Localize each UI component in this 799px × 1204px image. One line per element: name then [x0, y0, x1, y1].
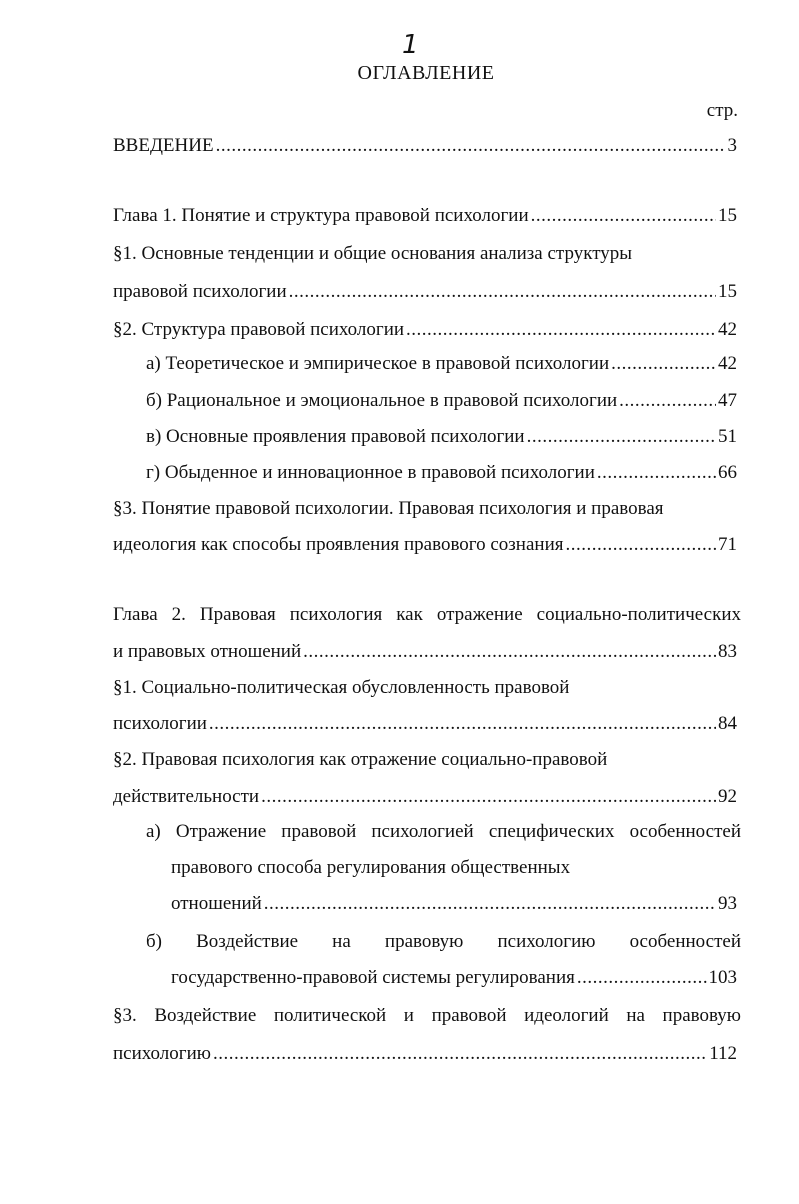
leader-dots — [216, 134, 726, 158]
toc-entry-ch2-s2-b[interactable] — [171, 966, 737, 990]
toc-entry-intro[interactable] — [113, 134, 737, 158]
toc-entry-title: государственно-правовой системы регулирования — [171, 967, 575, 988]
toc-entry-ch2-s1[interactable] — [113, 712, 737, 736]
toc-entry-title: правовой психологии — [113, 281, 287, 302]
toc-entry-ch2-s2-b-line1[interactable]: б) Воздействие на правовую психологию особенностей — [146, 931, 741, 952]
toc-entry-ch2-s3-line1[interactable]: §3. Воздействие политической и правовой идеологий на правовую — [113, 1005, 741, 1026]
toc-entry-ch2-s2-a-line1[interactable]: а) Отражение правовой психологией специфических особенностей — [146, 821, 741, 842]
leader-dots — [597, 461, 716, 485]
leader-dots — [209, 712, 716, 736]
leader-dots — [406, 318, 716, 342]
toc-entry-ch2-s2-line1[interactable]: §2. Правовая психология как отражение социально-правовой — [113, 749, 608, 770]
toc-entry-page: 83 — [718, 641, 737, 662]
toc-entry-page: 66 — [718, 462, 737, 483]
toc-entry-title: Глава 1. Понятие и структура правовой психологии — [113, 205, 529, 226]
page-column-label: стр. — [706, 100, 738, 121]
toc-entry-page: 84 — [718, 713, 737, 734]
toc-entry-chapter-1[interactable] — [113, 204, 737, 228]
toc-entry-ch2-s2-a[interactable] — [171, 892, 737, 916]
toc-entry-ch1-s1[interactable] — [113, 280, 737, 304]
leader-dots — [289, 280, 716, 304]
leader-dots — [264, 892, 716, 916]
toc-entry-page: 42 — [718, 319, 737, 340]
leader-dots — [611, 352, 716, 376]
toc-entry-page: 47 — [718, 390, 737, 411]
leader-dots — [303, 640, 716, 664]
toc-entry-ch1-s3[interactable] — [113, 533, 737, 557]
toc-entry-title: а) Теоретическое и эмпирическое в правовой психологии — [146, 353, 610, 374]
toc-entry-chapter-2[interactable] — [113, 640, 737, 664]
toc-entry-page: 103 — [708, 967, 737, 988]
toc-entry-page: 42 — [718, 353, 737, 374]
toc-entry-page: 15 — [718, 281, 737, 302]
toc-entry-ch1-s2-a[interactable] — [146, 352, 737, 376]
toc-entry-title: психологию — [113, 1043, 211, 1064]
leader-dots — [531, 204, 716, 228]
toc-entry-title: г) Обыденное и инновационное в правовой психологии — [146, 462, 595, 483]
toc-entry-ch1-s2-d[interactable] — [146, 461, 737, 485]
leader-dots — [527, 425, 716, 449]
leader-dots — [261, 785, 716, 809]
toc-entry-page: 3 — [727, 135, 737, 156]
toc-entry-page: 92 — [718, 786, 737, 807]
toc-entry-ch1-s3-line1[interactable]: §3. Понятие правовой психологии. Правовая психология и правовая — [113, 498, 664, 519]
leader-dots — [565, 533, 716, 557]
toc-entry-ch1-s2-b[interactable] — [146, 389, 737, 413]
toc-entry-page: 112 — [709, 1043, 737, 1064]
page-title: ОГЛАВЛЕНИЕ — [357, 62, 495, 84]
toc-entry-title: §2. Структура правовой психологии — [113, 319, 405, 340]
toc-entry-chapter-2-line1[interactable]: Глава 2. Правовая психология как отражение социально-политических — [113, 604, 741, 625]
toc-entry-ch1-s2[interactable] — [113, 318, 737, 342]
toc-entry-title: б) Рациональное и эмоциональное в правовой психологии — [146, 390, 618, 411]
toc-entry-title: идеология как способы проявления правового сознания — [113, 534, 564, 555]
toc-entry-page: 71 — [718, 534, 737, 555]
toc-entry-title: действительности — [113, 786, 260, 807]
toc-entry-page: 15 — [718, 205, 737, 226]
toc-entry-page: 51 — [718, 426, 737, 447]
leader-dots — [213, 1042, 707, 1066]
toc-entry-title: и правовых отношений — [113, 641, 302, 662]
toc-entry-title: отношений — [171, 893, 262, 914]
toc-entry-title: психологии — [113, 713, 207, 734]
toc-entry-page: 93 — [718, 893, 737, 914]
leader-dots — [619, 389, 716, 413]
toc-entry-ch2-s3[interactable] — [113, 1042, 737, 1066]
toc-entry-ch1-s1-line1[interactable]: §1. Основные тенденции и общие основания анализа структуры — [113, 243, 633, 264]
toc-entry-ch1-s2-c[interactable] — [146, 425, 737, 449]
toc-entry-ch2-s1-line1[interactable]: §1. Социально-политическая обусловленность правовой — [113, 677, 570, 698]
toc-entry-title: в) Основные проявления правовой психологии — [146, 426, 525, 447]
toc-entry-title: ВВЕДЕНИЕ — [113, 135, 214, 156]
leader-dots — [577, 966, 707, 990]
toc-entry-ch2-s2-a-line2[interactable]: правового способа регулирования общественных — [171, 857, 571, 878]
page-number: 1 — [402, 30, 419, 60]
toc-entry-ch2-s2[interactable] — [113, 785, 737, 809]
